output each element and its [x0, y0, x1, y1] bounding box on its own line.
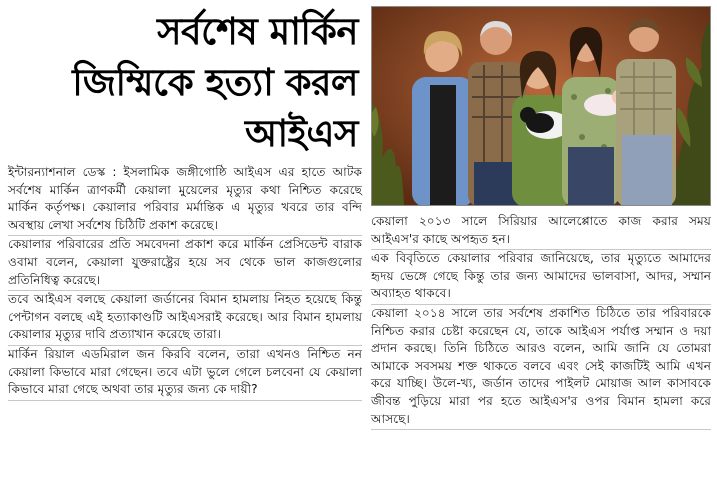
- headline-line-3: আইএস: [245, 112, 358, 155]
- headline-line-1: সর্বশেষ মার্কিন: [157, 10, 358, 53]
- paragraph: মার্কিন রিয়াল এডমিরাল জন কিরবি বলেন, তারা এখনও নিশ্চিত নন কেয়ালা কিভাবে মারা গেছেন। তবে এটা ভুলে গেলে চলবেনা যে কেয়ালা কিভাবে মারা গেছে অথবা তার মৃত্যুর জন্য কে দায়ী?: [8, 346, 362, 401]
- family-photo: [371, 6, 711, 206]
- paragraph: কেয়ালার পরিবারের প্রতি সমবেদনা প্রকাশ করে মার্কিন প্রেসিডেন্ট বারাক ওবামা বলেন, কেয়ালা যুক্তরাষ্ট্রের হয়ে সব থেকে ভাল কাজগুলোর প্রতিনিধিত্ব করেছে।: [8, 236, 362, 291]
- family-photo-illustration: [372, 7, 711, 206]
- headline: [8, 6, 358, 159]
- paragraph: তবে আইএস বলছে কেয়ালা জর্ডানের বিমান হামলায় নিহত হয়েছে কিন্তু পেন্টাগন বলছে এই হত্যাকাণ্ডটি আইএসরাই করেছে। আর বিমান হামলায় কেয়ালার মৃত্যুর দাবি প্রত্যাখান করেছে তারা।: [8, 291, 362, 346]
- article-right-column: [371, 213, 711, 430]
- article-left-column: [8, 164, 362, 401]
- headline-line-2: জিম্মিকে হত্যা করল: [72, 61, 358, 104]
- paragraph: কেয়ালা ২০১৩ সালে সিরিয়ার আলেপ্পোতে কাজ করার সময় আইএস'র কাছে অপহৃত হন।: [371, 213, 711, 250]
- paragraph: এক বিবৃতিতে কেয়ালার পরিবার জানিয়েছে, তার মৃত্যুতে আমাদের হৃদয় ভেঙ্গে গেছে কিন্তু তার জন্য আমাদের ভালবাসা, আদর, সম্মান অব্যাহত থাকবে।: [371, 250, 711, 305]
- paragraph: কেয়ালা ২০১৪ সালে তার সর্বশেষ প্রকাশিত চিঠিতে তার পরিবারকে নিশ্চিত করার চেষ্টা করেছেন যে, তাকে আইএস পর্যাপ্ত সম্মান ও দয়া প্রদান করছে। তিনি চিঠিতে আরও বলেন, আমি জানি যে তোমরা আমাকে সবসময় শক্ত থাকতে বলবে এবং সেই কাজটিই আমি এখন করে যাচ্ছি। উলে-খ্য, জর্ডান তাদের পাইলট মোয়াজ আল কাসাবকে জীবন্ত পুড়িয়ে মারা পর হতে আইএস'র ওপর বিমান হামলা করে আসছে।: [371, 305, 711, 430]
- paragraph: ইন্টারন্যাশনাল ডেস্ক : ইসলামিক জঙ্গীগোষ্ঠি আইএস এর হাতে আটক সর্বশেষ মার্কিন ত্রাণকর্মী কেয়ালা মুয়েলের মৃত্যুর কথা নিশ্চিত করেছে মার্কিন কর্তৃপক্ষ। কেয়ালার পরিবার মর্মান্তিক এ মৃত্যুর খবরে তার বন্দি অবস্থায় লেখা সর্বশেষ চিঠিটি প্রকাশ করেছে।: [8, 164, 362, 236]
